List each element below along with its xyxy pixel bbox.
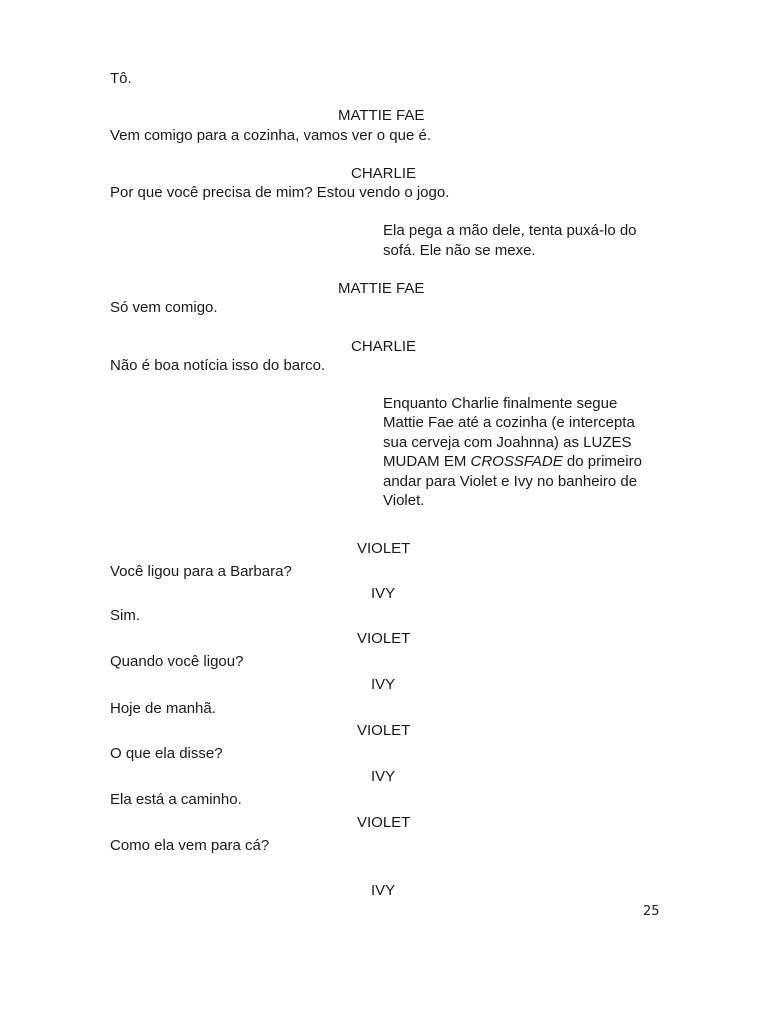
dialogue-line: Quando você ligou? (110, 653, 244, 670)
stage-direction-line: sua cerveja com Joahnna) as LUZES (383, 434, 632, 451)
page-number: 25 (643, 904, 660, 919)
character-name: IVY (371, 882, 396, 899)
dialogue-line: Não é boa notícia isso do barco. (110, 357, 326, 374)
stage-direction-line: Mattie Fae até a cozinha (e intercepta (383, 414, 635, 431)
stage-direction-line (383, 452, 642, 471)
dialogue-line: Você ligou para a Barbara? (110, 563, 292, 580)
character-name: CHARLIE (351, 165, 417, 182)
character-name: VIOLET (357, 540, 411, 557)
character-name: IVY (371, 676, 396, 693)
dialogue-line: Vem comigo para a cozinha, vamos ver o que é. (110, 127, 432, 144)
dialogue-line: Hoje de manhã. (110, 700, 216, 717)
stage-direction-line: sofá. Ele não se mexe. (383, 242, 536, 259)
character-name: VIOLET (357, 722, 411, 739)
stage-direction-line: andar para Violet e Ivy no banheiro de (383, 473, 638, 490)
dialogue-line: Sim. (110, 607, 140, 624)
stage-direction-text: do primeiro (562, 453, 642, 470)
dialogue-line: Como ela vem para cá? (110, 837, 270, 854)
character-name: IVY (371, 768, 396, 785)
dialogue-line: Só vem comigo. (110, 299, 218, 316)
dialogue-line: Por que você precisa de mim? Estou vendo o jogo. (110, 184, 450, 201)
stage-direction-line: Ela pega a mão dele, tenta puxá-lo do (383, 222, 637, 239)
stage-direction-emphasis: CROSSFADE (470, 453, 563, 470)
dialogue-line: Ela está a caminho. (110, 791, 242, 808)
character-name: IVY (371, 585, 396, 602)
character-name: CHARLIE (351, 338, 417, 355)
stage-direction-line: Violet. (383, 492, 425, 509)
character-name: VIOLET (357, 814, 411, 831)
dialogue-line: Tô. (110, 70, 132, 87)
stage-direction-line: Enquanto Charlie finalmente segue (383, 395, 618, 412)
character-name: MATTIE FAE (338, 107, 425, 124)
character-name: VIOLET (357, 630, 411, 647)
character-name: MATTIE FAE (338, 280, 425, 297)
dialogue-line: O que ela disse? (110, 745, 223, 762)
stage-direction-text: MUDAM EM (383, 453, 471, 470)
